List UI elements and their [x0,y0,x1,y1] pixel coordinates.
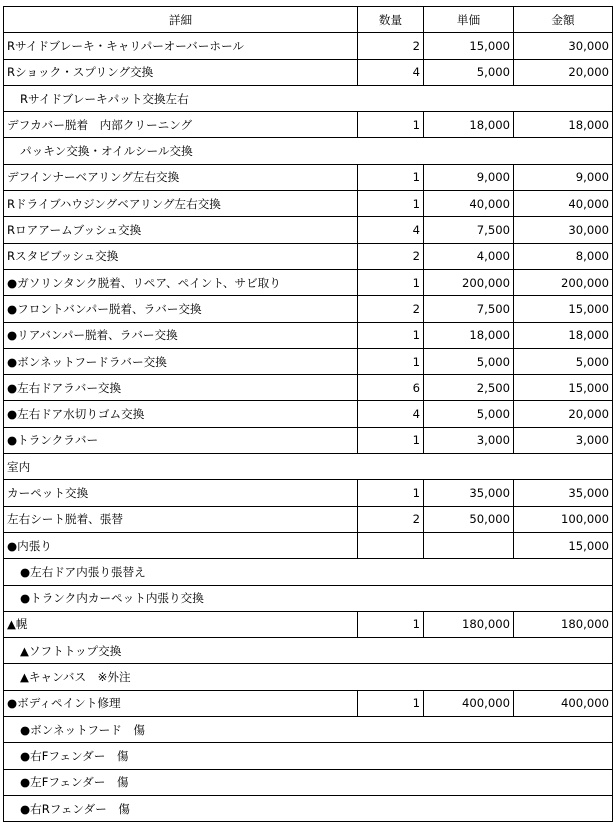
item-unit-price: 200,000 [424,269,514,295]
table-row [4,269,613,295]
item-description: ▲ソフトトップ交換 [4,638,613,664]
item-description: ●左右ドア水切りゴム交換 [4,401,358,427]
item-quantity [358,532,424,558]
item-unit-price: 15,000 [424,33,514,59]
item-quantity: 4 [358,401,424,427]
item-description: ●左右ドア内張り張替え [4,559,613,585]
table-row [4,506,613,532]
item-quantity: 2 [358,296,424,322]
item-quantity: 1 [358,164,424,190]
table-body [4,33,613,822]
item-quantity: 1 [358,322,424,348]
item-amount: 20,000 [514,401,613,427]
item-unit-price: 400,000 [424,690,514,716]
item-amount: 40,000 [514,191,613,217]
item-unit-price [424,532,514,558]
item-description: ▲キャンバス ※外注 [4,664,613,690]
item-quantity: 1 [358,690,424,716]
item-quantity: 1 [358,191,424,217]
item-description: ●内張り [4,532,358,558]
item-description: ●トランクラバー [4,427,358,453]
item-unit-price: 4,000 [424,243,514,269]
item-unit-price: 7,500 [424,217,514,243]
item-unit-price: 2,500 [424,375,514,401]
table-row [4,743,613,769]
table-row [4,112,613,138]
item-unit-price: 5,000 [424,59,514,85]
item-description: デフインナーベアリング左右交換 [4,164,358,190]
item-unit-price: 18,000 [424,112,514,138]
item-quantity: 1 [358,480,424,506]
item-description: ▲幌 [4,611,358,637]
item-amount: 15,000 [514,296,613,322]
item-description: パッキン交換・オイルシール交換 [4,138,613,164]
table-row [4,611,613,637]
table-row [4,585,613,611]
table-row [4,164,613,190]
table-row [4,532,613,558]
item-description: ●ボンネットフード 傷 [4,717,613,743]
item-description: Rサイドブレーキパット交換左右 [4,85,613,111]
item-description: ●ボンネットフードラバー交換 [4,348,358,374]
table-row [4,717,613,743]
item-quantity: 6 [358,375,424,401]
item-description: Rサイドブレーキ・キャリパーオーバーホール [4,33,358,59]
header-desc: 詳細 [4,7,358,33]
item-description: 室内 [4,454,613,480]
item-unit-price: 180,000 [424,611,514,637]
item-unit-price: 5,000 [424,348,514,374]
table-row [4,559,613,585]
item-amount: 5,000 [514,348,613,374]
item-quantity: 2 [358,33,424,59]
item-unit-price: 3,000 [424,427,514,453]
item-amount: 3,000 [514,427,613,453]
table-row [4,375,613,401]
table-row [4,664,613,690]
table-row [4,217,613,243]
item-amount: 100,000 [514,506,613,532]
item-amount: 9,000 [514,164,613,190]
table-row [4,401,613,427]
item-description: ●右Rフェンダー 傷 [4,795,613,821]
item-amount: 15,000 [514,375,613,401]
item-unit-price: 50,000 [424,506,514,532]
header-row [4,7,613,33]
table-row [4,296,613,322]
item-amount: 200,000 [514,269,613,295]
table-row [4,795,613,821]
item-quantity: 1 [358,112,424,138]
item-unit-price: 7,500 [424,296,514,322]
item-quantity: 4 [358,217,424,243]
table-row [4,33,613,59]
table-row [4,85,613,111]
item-quantity: 1 [358,427,424,453]
item-description: ●トランク内カーペット内張り交換 [4,585,613,611]
item-description: ●左右ドアラバー交換 [4,375,358,401]
item-description: ●右Fフェンダー 傷 [4,743,613,769]
item-unit-price: 18,000 [424,322,514,348]
item-description: ●リアバンパー脱着、ラバー交換 [4,322,358,348]
item-description: ●左Fフェンダー 傷 [4,769,613,795]
header-unit-price: 単価 [424,7,514,33]
item-description: ●ガソリンタンク脱着、リペア、ペイント、サビ取り [4,269,358,295]
item-quantity: 2 [358,506,424,532]
item-quantity: 4 [358,59,424,85]
item-description: 左右シート脱着、張替 [4,506,358,532]
item-amount: 180,000 [514,611,613,637]
item-amount: 18,000 [514,112,613,138]
item-description: デフカバー脱着 内部クリーニング [4,112,358,138]
item-unit-price: 40,000 [424,191,514,217]
item-amount: 30,000 [514,33,613,59]
item-quantity: 1 [358,269,424,295]
item-quantity: 1 [358,348,424,374]
item-quantity: 1 [358,611,424,637]
table-row [4,638,613,664]
item-amount: 20,000 [514,59,613,85]
item-description: Rショック・スプリング交換 [4,59,358,85]
table-row [4,243,613,269]
table-row [4,348,613,374]
table-row [4,769,613,795]
item-description: Rロアアームブッシュ交換 [4,217,358,243]
item-amount: 35,000 [514,480,613,506]
table-row [4,191,613,217]
item-amount: 30,000 [514,217,613,243]
table-row [4,322,613,348]
estimate-table [3,6,613,822]
item-description: Rドライブハウジングベアリング左右交換 [4,191,358,217]
item-description: カーペット交換 [4,480,358,506]
item-description: ●ボディペイント修理 [4,690,358,716]
item-amount: 15,000 [514,532,613,558]
item-unit-price: 5,000 [424,401,514,427]
header-qty: 数量 [358,7,424,33]
item-quantity: 2 [358,243,424,269]
item-amount: 18,000 [514,322,613,348]
item-unit-price: 35,000 [424,480,514,506]
table-row [4,59,613,85]
item-amount: 400,000 [514,690,613,716]
item-description: ●フロントバンパー脱着、ラバー交換 [4,296,358,322]
table-row [4,427,613,453]
header-amount: 金額 [514,7,613,33]
table-row [4,690,613,716]
item-unit-price: 9,000 [424,164,514,190]
item-amount: 8,000 [514,243,613,269]
item-description: Rスタビブッシュ交換 [4,243,358,269]
table-row [4,138,613,164]
table-row [4,480,613,506]
table-row [4,454,613,480]
